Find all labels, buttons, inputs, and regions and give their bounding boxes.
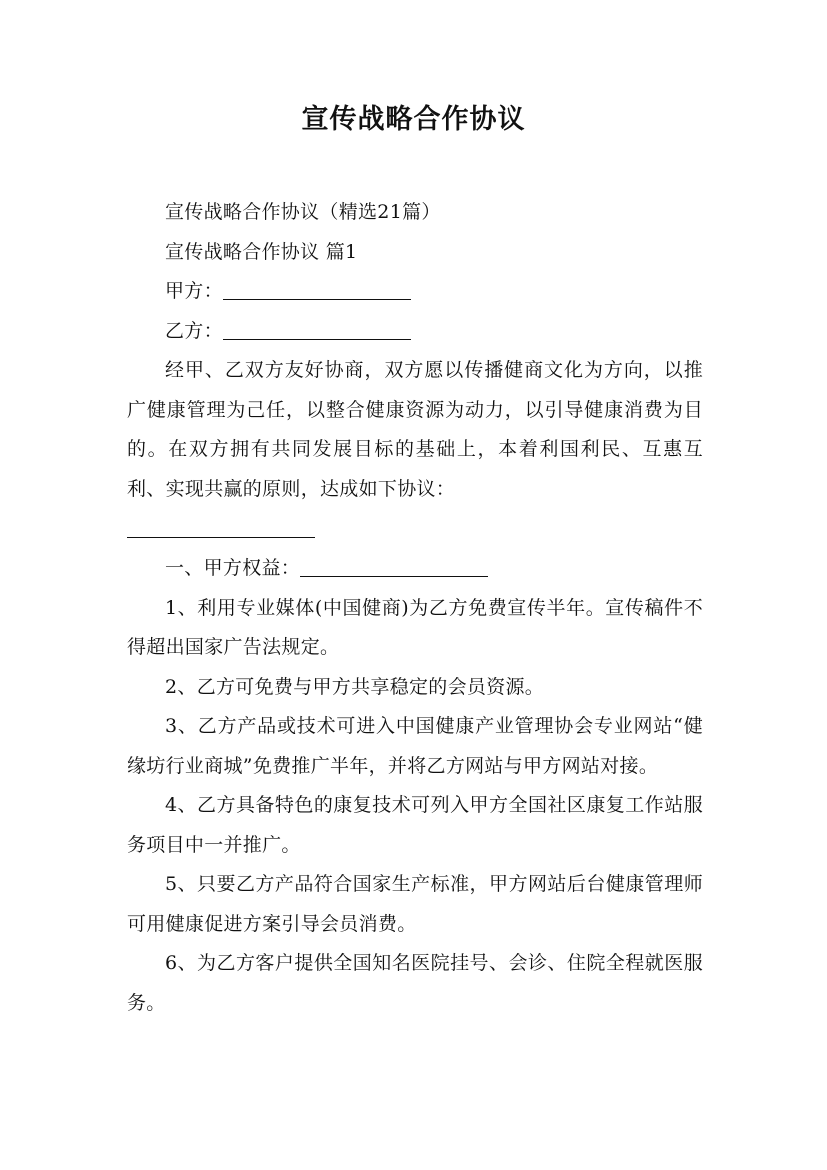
clause-1 <box>127 589 703 668</box>
clause-2 <box>127 668 703 708</box>
paragraph-text: 6、为乙方客户提供全国知名医院挂号、会诊、住院全程就医服务。 <box>127 952 703 1014</box>
party-b-label: 乙方： <box>165 319 223 342</box>
party-a-rights-line <box>127 549 703 589</box>
paragraph-text: 5、只要乙方产品符合国家生产标准，甲方网站后台健康管理师可用健康促进方案引导会员消费。 <box>127 873 703 935</box>
paragraph-text: 4、乙方具备特色的康复技术可列入甲方全国社区康复工作站服务项目中一并推广。 <box>127 794 703 856</box>
document-body <box>127 193 703 1023</box>
clause-5 <box>127 865 703 944</box>
paragraph-section-title <box>127 233 703 273</box>
document-title: 宣传战略合作协议 <box>301 104 526 135</box>
party-b-line <box>127 312 703 352</box>
clause-6 <box>127 944 703 1023</box>
paragraph-text: 宣传战略合作协议 篇1 <box>165 240 358 263</box>
party-a-rights-label: 一、甲方权益： <box>165 557 301 579</box>
party-b-blank <box>223 338 411 340</box>
party-a-line <box>127 272 703 312</box>
paragraph-text: 宣传战略合作协议（精选21篇） <box>165 201 441 223</box>
paragraph-text: 2、乙方可免费与甲方共享稳定的会员资源。 <box>165 675 545 698</box>
paragraph-text: 3、乙方产品或技术可进入中国健康产业管理协会专业网站“健缘坊行业商城”免费推广半年，并将乙方网站与甲方网站对接。 <box>127 715 703 777</box>
agreement-blank <box>127 517 315 538</box>
party-a-blank <box>223 298 411 300</box>
party-a-label: 甲方： <box>165 280 223 302</box>
party-a-rights-blank <box>300 575 488 577</box>
clause-3 <box>127 707 703 786</box>
paragraph-heading <box>127 193 703 233</box>
paragraph-text: 经甲、乙双方友好协商，双方愿以传播健商文化为方向，以推广健康管理为己任，以整合健康资源为动力，以引导健康消费为目的。在双方拥有共同发展目标的基础上，本着利国利民、互惠互利、实现共赢的原则，达成如下协议： <box>127 359 703 500</box>
clause-4 <box>127 786 703 865</box>
paragraph-text: 1、利用专业媒体(中国健商)为乙方免费宣传半年。宣传稿件不得超出国家广告法规定。 <box>127 596 703 658</box>
paragraph-intro <box>127 351 703 509</box>
